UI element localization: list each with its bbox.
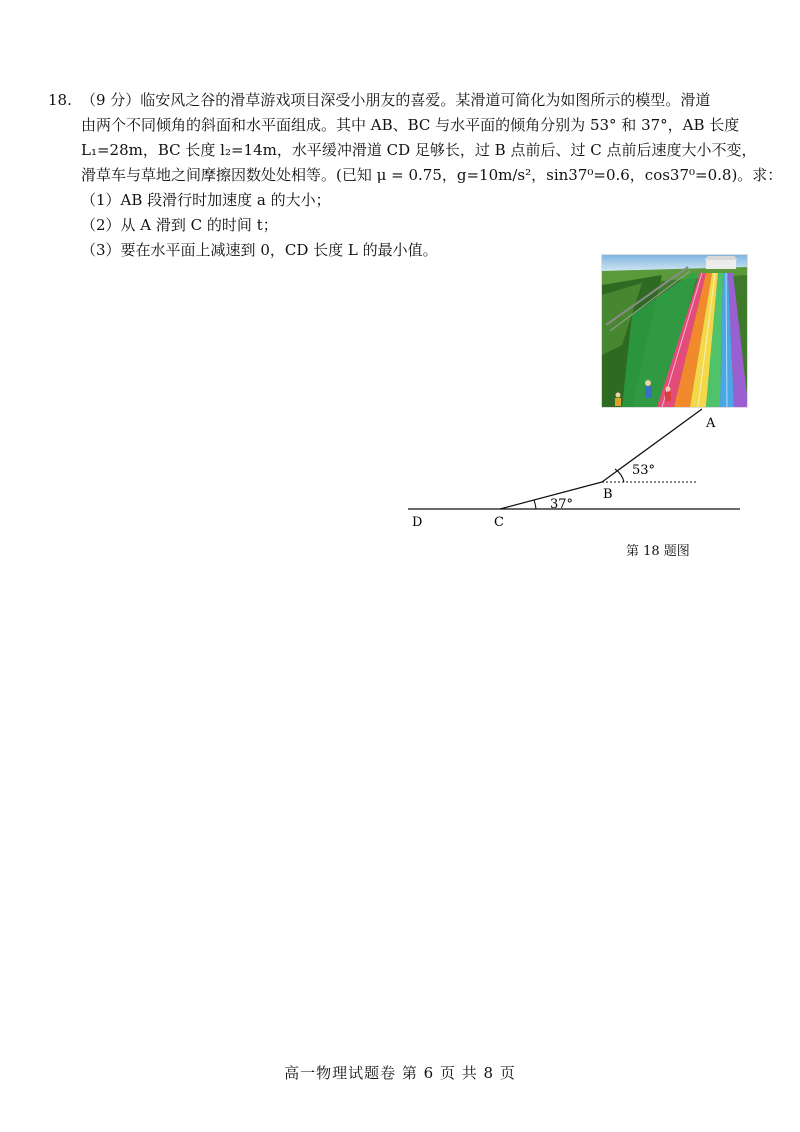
sub-question-1: （1）AB 段滑行时加速度 a 的大小；	[81, 191, 331, 209]
question-line-1	[48, 88, 760, 113]
point-label-a: A	[706, 416, 716, 431]
question-line-2: 由两个不同倾角的斜面和水平面组成。其中 AB、BC 与水平面的倾角分别为 53° 和 37°，AB 长度	[81, 116, 740, 134]
grass-slide-photo	[601, 254, 748, 408]
question-stem-1: （9 分）临安风之谷的滑草游戏项目深受小朋友的喜爱。某滑道可简化为如图所示的模型。滑道	[81, 91, 711, 109]
point-label-d: D	[412, 515, 423, 530]
angle-arc-37	[534, 500, 536, 509]
figure-caption: 第 18 题图	[626, 544, 690, 559]
point-label-c: C	[494, 515, 504, 530]
question-line-4: 滑草车与草地之间摩擦因数处处相等。(已知 μ = 0.75，g=10m/s²，sin37⁰=0.6，cos37⁰=0.8)。求：	[81, 166, 783, 184]
question-18	[48, 88, 783, 263]
question-number: 18.	[48, 91, 72, 109]
sub-question-3: （3）要在水平面上减速到 0，CD 长度 L 的最小值。	[81, 241, 438, 259]
slope-diagram	[400, 405, 760, 535]
angle-label-37: 37°	[550, 497, 574, 512]
sub-question-2: （2）从 A 滑到 C 的时间 t；	[81, 216, 278, 234]
grass-slide-photo-image	[602, 255, 747, 407]
point-label-b: B	[603, 487, 613, 502]
page-footer: 高一物理试题卷 第 6 页 共 8 页	[284, 1064, 516, 1082]
question-line-3: L₁=28m，BC 长度 l₂=14m，水平缓冲滑道 CD 足够长，过 B 点前后、过 C 点前后速度大小不变，	[81, 141, 757, 159]
angle-label-53: 53°	[632, 463, 656, 478]
